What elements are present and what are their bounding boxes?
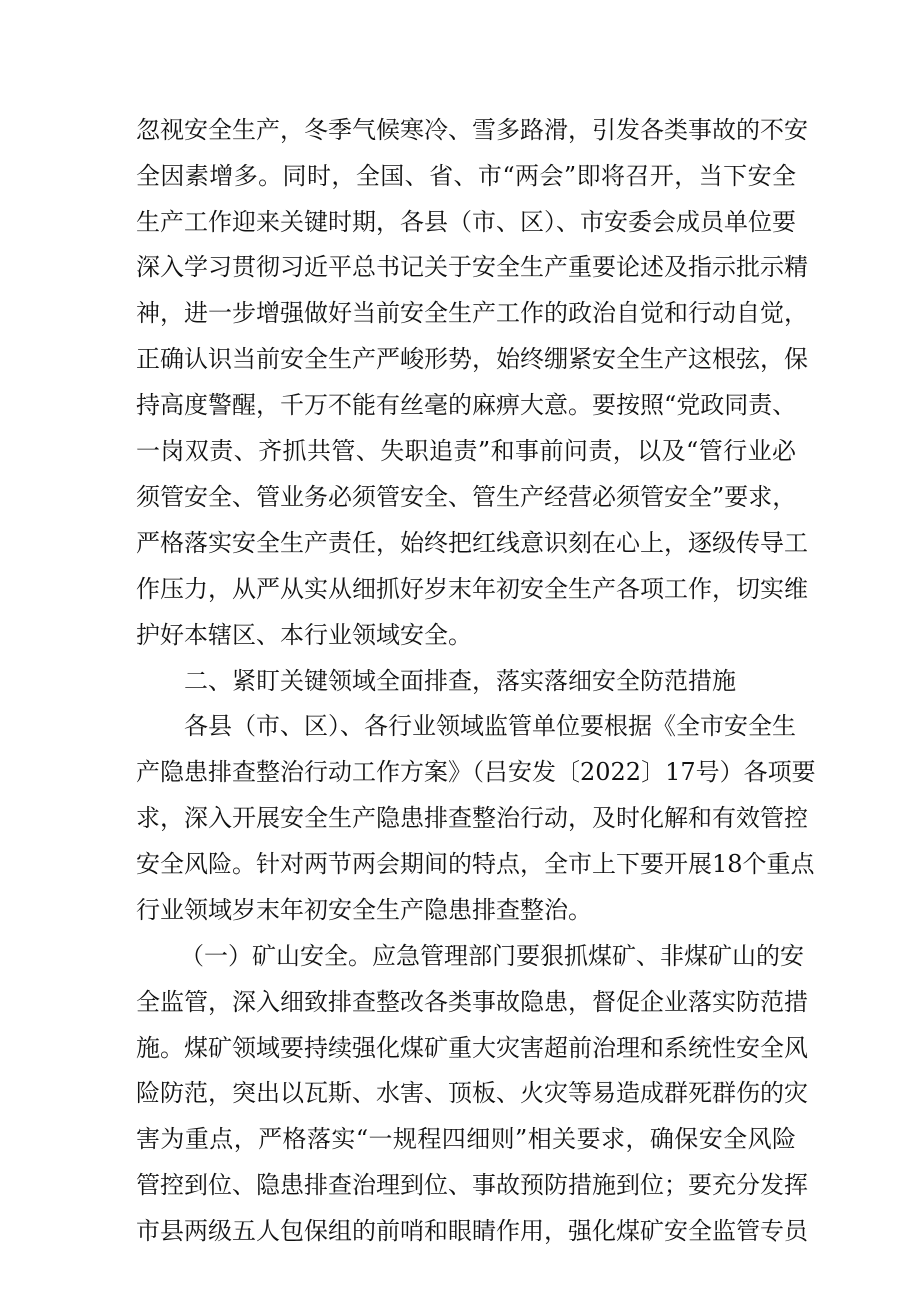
- paragraph-line: 管控到位、隐患排查治理到位、事故预防措施到位；要充分发挥: [136, 1171, 808, 1199]
- paragraph-line: 持高度警醒，千万不能有丝毫的麻痹大意。要按照“党政同责、: [136, 391, 797, 419]
- section-heading: 二、紧盯关键领域全面排查，落实落细安全防范措施: [184, 667, 736, 695]
- paragraph-line: 行业领域岁末年初安全生产隐患排查整治。: [136, 896, 592, 924]
- paragraph-line: 一岗双责、齐抓共管、失职追责”和事前问责，以及“管行业必: [136, 437, 796, 465]
- paragraph-line: 深入学习贯彻习近平总书记关于安全生产重要论述及指示批示精: [136, 253, 808, 281]
- paragraph-line: 忽视安全生产，冬季气候寒冷、雪多路滑，引发各类事故的不安: [136, 116, 808, 144]
- paragraph-line: 险防范，突出以瓦斯、水害、顶板、火灾等易造成群死群伤的灾: [136, 1079, 808, 1107]
- paragraph-line: 产隐患排查整治行动工作方案》（吕安发〔2022〕17号）各项要: [136, 758, 816, 786]
- paragraph-line: 护好本辖区、本行业领域安全。: [136, 621, 472, 649]
- paragraph-line: 生产工作迎来关键时期，各县（市、区）、市安委会成员单位要: [136, 208, 796, 236]
- paragraph-line: 神，进一步增强做好当前安全生产工作的政治自觉和行动自觉，: [136, 299, 808, 327]
- paragraph-line: 全监管，深入细致排查整改各类事故隐患，督促企业落实防范措: [136, 988, 808, 1016]
- paragraph-line: （一）矿山安全。应急管理部门要狠抓煤矿、非煤矿山的安: [180, 942, 804, 970]
- paragraph-line: 作压力，从严从实从细抓好岁末年初安全生产各项工作，切实维: [136, 575, 808, 603]
- paragraph-line: 安全风险。针对两节两会期间的特点，全市上下要开展18个重点: [136, 850, 815, 878]
- paragraph-line: 施。煤矿领域要持续强化煤矿重大灾害超前治理和系统性安全风: [136, 1034, 808, 1062]
- paragraph-line: 害为重点，严格落实“一规程四细则”相关要求，确保安全风险: [136, 1125, 796, 1153]
- paragraph-line: 须管安全、管业务必须管安全、管生产经营必须管安全”要求，: [136, 483, 797, 511]
- paragraph-line: 各县（市、区）、各行业领域监管单位要根据《全市安全生: [184, 712, 796, 740]
- paragraph-line: 严格落实安全生产责任，始终把红线意识刻在心上，逐级传导工: [136, 529, 808, 557]
- paragraph-line: 正确认识当前安全生产严峻形势，始终绷紧安全生产这根弦，保: [136, 345, 808, 373]
- paragraph-line: 求，深入开展安全生产隐患排查整治行动，及时化解和有效管控: [136, 804, 808, 832]
- paragraph-line: 市县两级五人包保组的前哨和眼睛作用，强化煤矿安全监管专员: [136, 1217, 808, 1245]
- paragraph-line: 全因素增多。同时，全国、省、市“两会”即将召开，当下安全: [136, 162, 796, 190]
